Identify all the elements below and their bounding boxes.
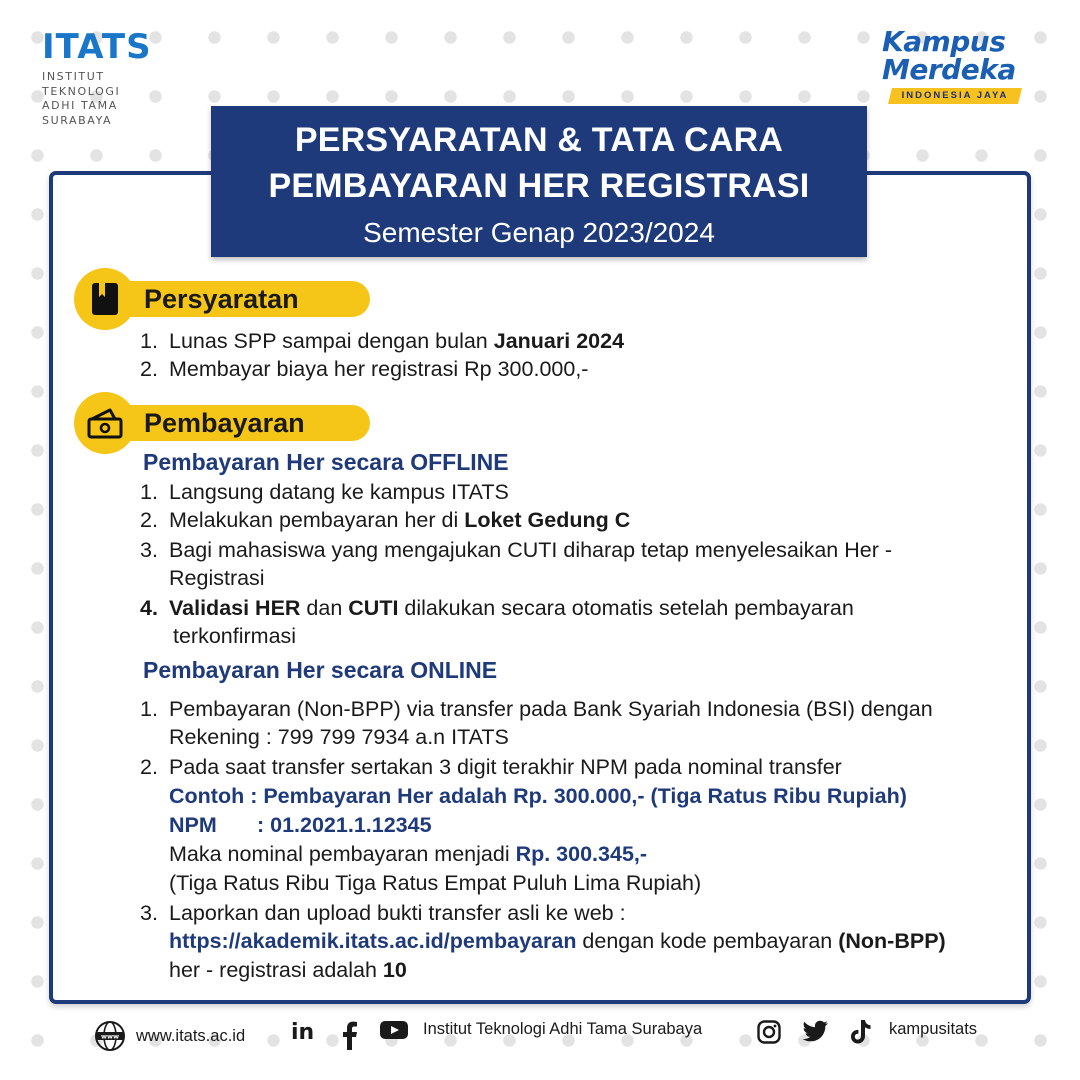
npm-line <box>169 811 432 839</box>
item-text: Laporkan dan upload bukti transfer asli ke web : <box>169 901 626 925</box>
item-text: Lunas SPP sampai dengan bulan <box>169 329 494 353</box>
item-bold: 10 <box>382 958 407 982</box>
item-number: 2. <box>140 357 158 381</box>
item-number: 2. <box>140 755 158 779</box>
section-label: Pembayaran <box>144 408 305 438</box>
footer-web-text: www.itats.ac.id <box>136 1026 246 1045</box>
item-text: Maka nominal pembayaran menjadi <box>169 842 516 866</box>
item-text: her - registrasi adalah <box>169 958 383 982</box>
km-band-text: INDONESIA JAYA <box>901 90 1009 101</box>
npm-label: NPM <box>169 813 217 837</box>
list-item <box>140 753 842 781</box>
offline-heading: Pembayaran Her secara OFFLINE <box>143 449 509 475</box>
item-text: dan <box>300 596 349 620</box>
item-number: 1. <box>140 697 158 721</box>
itats-sub-line: ADHI TAMA <box>42 99 118 112</box>
footer-handle: kampusitats <box>889 1020 978 1038</box>
itats-logo-subtitle <box>42 70 172 128</box>
section-label: Persyaratan <box>144 284 299 314</box>
title-line2: PEMBAYARAN HER REGISTRASI <box>268 167 810 205</box>
footer <box>0 1014 1080 1054</box>
item-text: Pada saat transfer sertakan 3 digit terakhir NPM pada nominal transfer <box>169 755 842 779</box>
item-number: 3. <box>140 538 158 562</box>
facebook-icon[interactable] <box>340 1020 358 1050</box>
payment-url-link[interactable]: https://akademik.itats.ac.id/pembayaran <box>169 929 577 953</box>
svg-text:www: www <box>100 1032 120 1041</box>
list-item <box>140 478 509 506</box>
list-item <box>140 536 892 564</box>
km-line2: Merdeka <box>882 53 1016 86</box>
item-number: 4. <box>140 596 158 620</box>
list-item <box>140 355 588 383</box>
item-bold: Januari 2024 <box>493 329 625 353</box>
km-line1: Kampus <box>882 25 1006 58</box>
book-icon <box>74 268 136 330</box>
item-number: 2. <box>140 508 158 532</box>
item-bold: (Non-BPP) <box>838 929 946 953</box>
item-text: Melakukan pembayaran her di <box>169 508 465 532</box>
item-bold: Loket Gedung C <box>464 508 631 532</box>
km-band <box>888 88 1022 104</box>
item-number: 1. <box>140 329 158 353</box>
nominal-line <box>169 840 647 868</box>
footer-institution: Institut Teknologi Adhi Tama Surabaya <box>423 1020 703 1038</box>
itats-sub-line: SURABAYA <box>42 113 113 127</box>
list-item-continuation: Rekening : 799 799 7934 a.n ITATS <box>169 725 509 749</box>
title-subtitle: Semester Genap 2023/2024 <box>363 217 715 248</box>
itats-logo <box>42 27 172 128</box>
item-number: 1. <box>140 480 158 504</box>
footer-web[interactable] <box>94 1020 245 1052</box>
list-item <box>140 594 854 622</box>
section-pembayaran <box>74 404 370 442</box>
item-text: Bagi mahasiswa yang mengajukan CUTI diharap tetap menyelesaikan Her - <box>169 538 893 562</box>
item-bold: CUTI <box>348 596 399 620</box>
url-line <box>169 927 946 955</box>
itats-logo-word: ITATS <box>42 27 152 67</box>
npm-value: : 01.2021.1.12345 <box>257 813 432 837</box>
list-item <box>140 695 933 723</box>
item-number: 3. <box>140 901 158 925</box>
list-item <box>140 506 630 534</box>
list-item-continuation: terkonfirmasi <box>173 624 297 648</box>
linkedin-icon[interactable]: in <box>291 1020 315 1045</box>
item-text: Langsung datang ke kampus ITATS <box>169 480 509 504</box>
terbilang-line: (Tiga Ratus Ribu Tiga Ratus Empat Puluh Lima Rupiah) <box>169 871 702 895</box>
youtube-icon[interactable] <box>380 1020 408 1040</box>
item-text: dilakukan secara otomatis setelah pembayaran <box>398 596 854 620</box>
title-banner <box>211 106 867 257</box>
item-text: Membayar biaya her registrasi Rp 300.000,- <box>169 357 589 381</box>
list-item-continuation: Registrasi <box>169 566 265 590</box>
twitter-icon[interactable] <box>803 1020 829 1042</box>
item-text: Pembayaran (Non-BPP) via transfer pada Bank Syariah Indonesia (BSI) dengan <box>169 697 933 721</box>
itats-sub-line: INSTITUT <box>42 70 105 83</box>
item-bold: Validasi HER <box>169 596 301 620</box>
tiktok-icon[interactable] <box>850 1020 872 1044</box>
list-item <box>140 327 624 355</box>
example-line: Contoh : Pembayaran Her adalah Rp. 300.000,- (Tiga Ratus Ribu Rupiah) <box>169 784 907 808</box>
nominal-value: Rp. 300.345,- <box>515 842 648 866</box>
kode-line <box>169 956 407 984</box>
list-item <box>140 899 626 927</box>
title-line1: PERSYARATAN & TATA CARA <box>294 121 784 159</box>
online-heading: Pembayaran Her secara ONLINE <box>143 657 498 683</box>
money-icon <box>74 392 136 454</box>
kampus-merdeka-logo <box>882 25 1032 108</box>
globe-icon <box>94 1020 126 1052</box>
instagram-icon[interactable] <box>757 1020 781 1044</box>
section-persyaratan <box>74 280 370 318</box>
item-text: dengan kode pembayaran <box>576 929 839 953</box>
itats-sub-line: TEKNOLOGI <box>42 84 121 98</box>
